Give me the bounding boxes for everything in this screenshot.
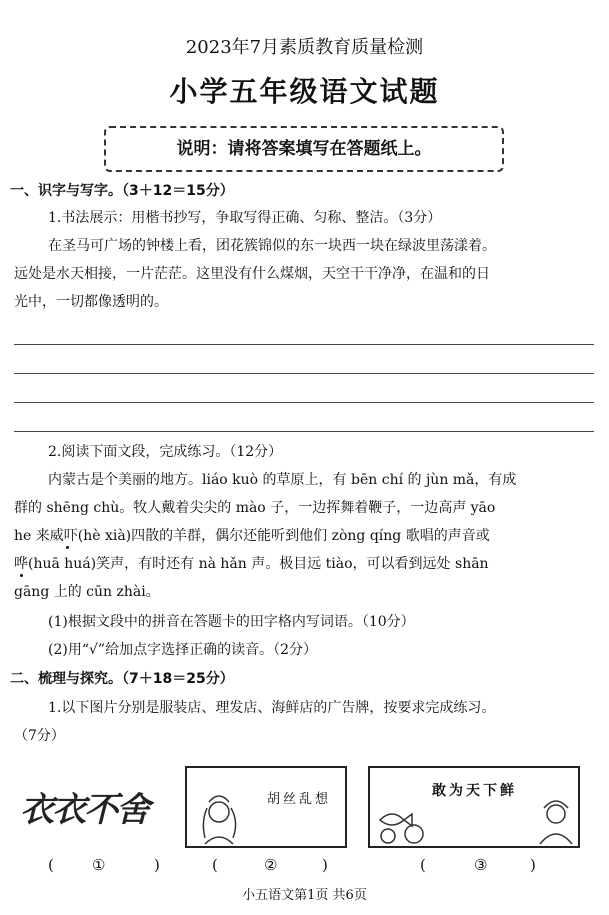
writing-line[interactable]	[14, 344, 594, 345]
question-1-2-sub-2: (2)用“√”给加点字选择正确的读音。（2分）	[48, 642, 317, 658]
writing-line[interactable]	[14, 431, 594, 432]
question-1-2-sub-1: (1)根据文段中的拼音在答题卡的田字格内写词语。（10分）	[48, 614, 415, 630]
passage-line: 内蒙古是个美丽的地方。liáo kuò 的草原上，有 bēn chí 的 jùn mǎ，有成	[48, 472, 517, 488]
section-2-heading: 二、梳理与探究。（7＋18＝25分）	[10, 671, 234, 687]
answer-paren-open: (	[212, 856, 218, 874]
answer-paren-close: )	[322, 856, 328, 874]
writing-line[interactable]	[14, 402, 594, 403]
answer-label: ③	[474, 856, 488, 874]
answer-paren-close: )	[530, 856, 536, 874]
answer-label: ①	[92, 856, 106, 874]
exam-title: 2023年7月素质教育质量检测	[185, 37, 424, 58]
passage-line: 哗(huā huá)笑声，有时还有 nà hǎn 声。极目远 tiào，可以看到远处 shān	[14, 556, 489, 572]
question-1-2-prompt: 2.阅读下面文段，完成练习。（12分）	[48, 444, 283, 460]
barber-ad-slogan: 胡丝乱想	[267, 792, 332, 807]
section-1-heading: 一、识字与写字。（3＋12＝15分）	[10, 183, 234, 199]
answer-paren-open: (	[48, 856, 54, 874]
emphasis-dot	[66, 546, 69, 549]
seafood-ad-slogan: 敢为天下鲜	[432, 783, 517, 799]
answer-label: ②	[264, 856, 278, 874]
passage-line: gāng 上的 cūn zhài。	[14, 584, 160, 600]
answer-paren-close: )	[154, 856, 160, 874]
chef-illustration	[534, 796, 578, 846]
woman-hair-illustration	[195, 786, 243, 846]
instruction-notice: 说明：请将答案填写在答题纸上。	[104, 126, 504, 172]
copy-passage-line: 远处是水天相接，一片茫茫。这里没有什么煤烟，天空干干净净，在温和的日	[14, 266, 490, 282]
copy-passage-line: 在圣马可广场的钟楼上看，团花簇锦似的东一块西一块在绿波里荡漾着。	[48, 238, 496, 254]
fish-basket-illustration	[374, 800, 434, 846]
question-2-1-points: （7分）	[14, 728, 65, 744]
copy-passage-line: 光中，一切都像透明的。	[14, 294, 168, 310]
clothing-store-ad: 衣衣不舍	[20, 790, 148, 830]
answer-paren-open: (	[420, 856, 426, 874]
seafood-shop-ad	[368, 766, 580, 848]
passage-line: 群的 shēng chù。牧人戴着尖尖的 mào 子，一边挥舞着鞭子，一边高声 yāo	[14, 500, 496, 516]
emphasis-dot	[20, 574, 23, 577]
question-1-1-prompt: 1.书法展示：用楷书抄写，争取写得正确、匀称、整洁。（3分）	[48, 210, 442, 226]
paper-title: 小学五年级语文试题	[169, 75, 440, 108]
writing-line[interactable]	[14, 373, 594, 374]
question-2-1-prompt: 1.以下图片分别是服装店、理发店、海鲜店的广告牌，按要求完成练习。	[48, 700, 496, 716]
barber-shop-ad	[185, 766, 347, 848]
page-footer: 小五语文第1页 共6页	[242, 888, 367, 903]
passage-line: he 来威吓(hè xià)四散的羊群，偶尔还能听到他们 zòng qíng 歌唱的声音或	[14, 528, 490, 544]
